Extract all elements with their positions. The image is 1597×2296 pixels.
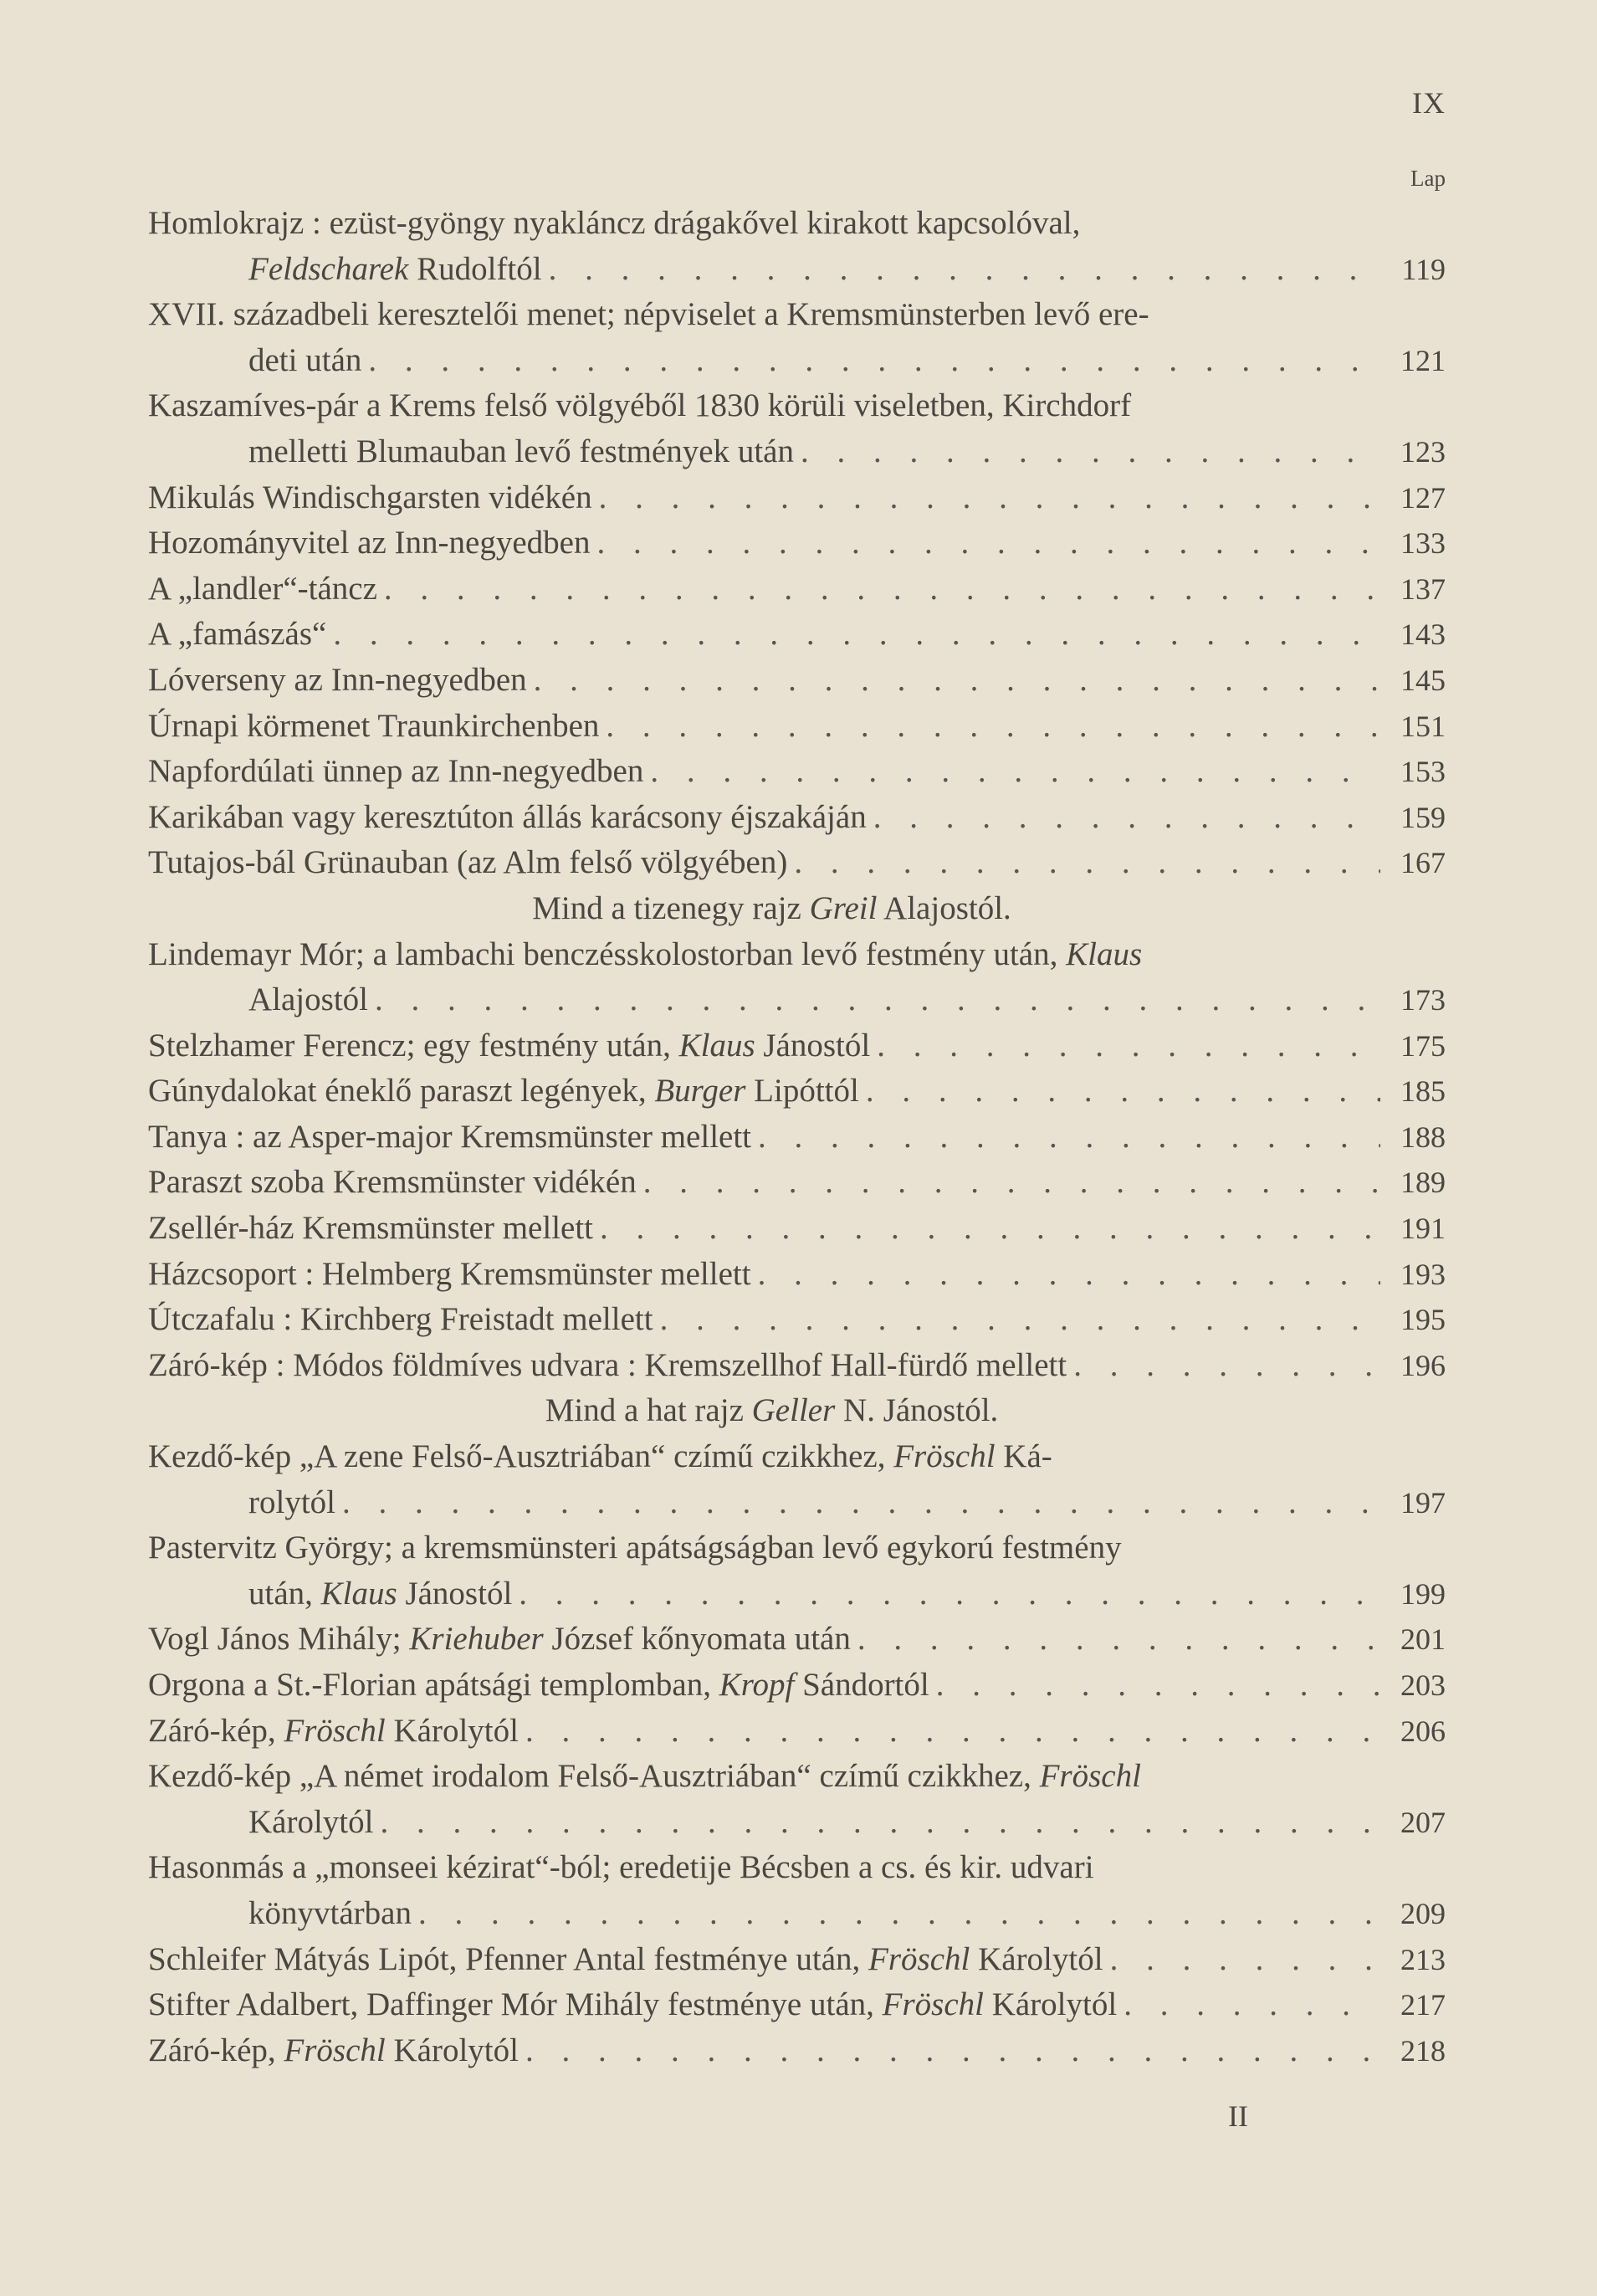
dot-leader [857,1617,1380,1663]
page-ref: 173 [1400,983,1446,1017]
entry-title [148,566,384,612]
entry-title [148,1023,877,1069]
list-item [148,1206,1446,1252]
list-item [148,1937,1446,1983]
entry-text: Alajostól [248,981,368,1018]
list-item [148,1571,1446,1617]
page-ref: 127 [1400,480,1446,515]
page-ref: 153 [1400,755,1446,789]
dot-leader [525,1709,1380,1755]
entry-text: Zsellér-ház Kremsmünster mellett [148,1210,594,1247]
entry-title [248,429,801,475]
entry-title [148,1663,936,1709]
dot-leader [549,247,1380,293]
dot-leader [596,520,1380,566]
entry-title [148,1758,1141,1794]
dot-leader [1124,1982,1380,2028]
entry-text: Homlokrajz : ezüst-gyöngy nyakláncz drágakővel kirakott kapcsolóval, [148,205,1081,241]
entry-title [248,1480,342,1526]
dot-leader [794,840,1380,886]
entry-title [148,1252,758,1298]
page-ref: 217 [1400,1988,1446,2022]
list-item [148,1845,1446,1891]
page-ref: 175 [1400,1028,1446,1063]
entry-text: Rudolftól [408,250,542,287]
entry-text: Kezdő-kép „A német irodalom Felső-Ausztriában“ czímű czikkhez, [148,1758,1040,1795]
dot-leader [758,1115,1380,1161]
artist-name: Fröschl [284,1712,386,1749]
page-ref: 121 [1400,343,1446,377]
entry-text: Lindemayr Mór; a lambachi benczésskolostorban levő festmény után, [148,935,1067,972]
entry-title [148,936,1142,972]
entry-text: Stelzhamer Ferencz; egy festmény után, [148,1027,679,1063]
list-item [148,612,1446,658]
list-item [148,1891,1446,1937]
credit-line [148,886,1446,932]
entry-text: Károlytól [385,2032,519,2068]
entry-title [148,1069,866,1115]
list-item [148,932,1446,978]
artist-name: Geller [751,1392,836,1429]
dot-leader [660,1297,1380,1343]
entry-text: Vogl János Mihály; [148,1621,410,1658]
page-ref: 193 [1400,1257,1446,1291]
entry-title [148,1982,1124,2028]
page-ref: 199 [1400,1576,1446,1611]
entry-text: Stifter Adalbert, Daffinger Mór Mihály festménye után, [148,1986,883,2023]
entry-text: Ká- [995,1438,1052,1475]
list-item [148,383,1446,429]
artist-name: Fröschl [893,1438,996,1475]
dot-leader [519,1571,1380,1617]
list-item [148,1480,1446,1526]
page-ref: 203 [1400,1668,1446,1702]
entry-title [148,1438,1052,1474]
entry-title [148,704,606,750]
entry-text: József kőnyomata után [543,1621,851,1658]
entry-title [148,2028,525,2074]
entry-title [248,977,375,1023]
illustration-list [148,201,1446,2073]
page-ref: 207 [1400,1805,1446,1839]
entry-text: deti után [248,341,362,378]
entry-title [248,338,368,384]
dot-leader [534,658,1380,704]
entry-text: Károlytól [983,1986,1118,2023]
artist-name: Kropf [719,1667,795,1703]
artist-name: Greil [809,889,878,926]
entry-text: Schleifer Mátyás Lipót, Pfenner Antal festménye után, [148,1940,869,1977]
artist-name: Fröschl [1039,1758,1141,1795]
list-item [148,1525,1446,1571]
dot-leader [418,1891,1380,1937]
dot-leader [801,429,1380,475]
dot-leader [333,612,1380,658]
entry-title [148,840,794,886]
dot-leader [600,1206,1380,1252]
entry-text: Záró-kép, [148,2032,284,2068]
entry-text: Gúnydalokat éneklő paraszt legények, [148,1073,655,1110]
entry-title [148,520,596,566]
entry-title [148,658,534,704]
list-item [148,1023,1446,1069]
artist-name: Klaus [678,1027,755,1063]
entry-title [148,1849,1094,1885]
artist-name: Klaus [1066,935,1143,972]
page-ref: 133 [1400,526,1446,561]
entry-text: Károlytól [385,1712,519,1749]
entry-text: Orgona a St.-Florian apátsági templomban, [148,1667,719,1703]
entry-title [148,387,1131,423]
page-ref: 151 [1400,709,1446,743]
list-item [148,977,1446,1023]
artist-name: Burger [654,1073,746,1110]
dot-leader [606,704,1380,750]
page-ref: 123 [1400,434,1446,469]
list-item [148,201,1446,247]
list-item [148,1160,1446,1206]
page-ref: 196 [1400,1348,1446,1382]
list-item [148,658,1446,704]
dot-leader [380,1800,1380,1846]
entry-title [148,612,333,658]
entry-title [148,475,599,521]
entry-text: Hasonmás a „monseei kézirat“-ból; eredetije Bécsben a cs. és kir. udvari [148,1849,1094,1886]
dot-leader [873,795,1380,841]
list-item [148,338,1446,384]
dot-leader [599,475,1380,521]
page-ref: 206 [1400,1714,1446,1748]
entry-text: Tanya : az Asper-major Kremsmünster mellett [148,1118,752,1155]
dot-leader [936,1663,1380,1709]
entry-text: Sándortól [794,1667,929,1703]
dot-leader [758,1252,1380,1298]
entry-text: Hozományvitel az Inn-negyedben [148,525,591,561]
entry-text: Károlytól [970,1940,1103,1977]
list-item [148,1252,1446,1298]
entry-text: Napfordúlati ünnep az Inn-negyedben [148,753,644,790]
entry-text: Alajostól. [877,889,1011,926]
list-item [148,247,1446,293]
list-item [148,1709,1446,1755]
entry-title [148,1115,758,1161]
page-ref: 188 [1400,1120,1446,1154]
list-item [148,1343,1446,1389]
list-item [148,795,1446,841]
dot-leader [1073,1343,1380,1389]
entry-title [248,1571,519,1617]
entry-text: A „landler“-táncz [148,570,377,607]
dot-leader [525,2028,1380,2074]
entry-text: Úrnapi körmenet Traunkirchenben [148,707,600,744]
entry-title [148,205,1080,241]
page-ref: 218 [1400,2033,1446,2068]
entry-title [148,749,650,795]
list-item [148,429,1446,475]
entry-text: Lóverseny az Inn-negyedben [148,661,527,698]
list-item [148,1069,1446,1115]
entry-text: rolytól [248,1484,335,1520]
entry-title [148,1343,1073,1389]
dot-leader [342,1480,1380,1526]
dot-leader [866,1069,1380,1115]
dot-leader [368,338,1380,384]
entry-text: N. Jánostól. [835,1392,999,1429]
entry-text: Jánostól [755,1027,871,1063]
page-ref: 119 [1401,252,1446,286]
artist-name: Fröschl [284,2032,386,2068]
list-item [148,520,1446,566]
artist-name: Klaus [320,1575,397,1612]
list-item [148,749,1446,795]
page-ref: 137 [1400,571,1446,606]
entry-title [545,1392,1049,1428]
list-item [148,2028,1446,2074]
entry-text: Kaszamíves-pár a Krems felső völgyéből 1830 körüli viseletben, Kirchdorf [148,387,1132,424]
entry-text: könyvtárban [248,1894,412,1931]
dot-leader [643,1160,1380,1206]
entry-text: Útczafalu : Kirchberg Freistadt mellett [148,1301,653,1338]
artist-name: Feldscharek [248,250,409,287]
list-item [148,1115,1446,1161]
entry-title [148,795,873,841]
dot-leader [384,566,1380,612]
entry-text: Mikulás Windischgarsten vidékén [148,479,592,515]
list-item [148,840,1446,886]
page-column-label: Lap [1410,166,1446,191]
entry-text: Záró-kép : Módos földmíves udvara : Kremszellhof Hall-fürdő mellett [148,1346,1067,1383]
page-ref: 185 [1400,1074,1446,1109]
page-number: IX [1412,86,1446,120]
list-item [148,566,1446,612]
page-ref: 209 [1400,1896,1446,1930]
page-ref: 167 [1400,846,1446,880]
entry-title [148,1709,525,1755]
list-item [148,704,1446,750]
entry-text: Paraszt szoba Kremsmünster vidékén [148,1164,637,1201]
entry-text: Jánostól [397,1575,513,1612]
page-ref: 201 [1400,1622,1446,1657]
entry-title [532,890,1062,926]
page-ref: 213 [1400,1942,1446,1976]
entry-text: után, [248,1575,321,1612]
page-ref: 143 [1400,618,1446,652]
list-item [148,1982,1446,2028]
page-ref: 195 [1400,1303,1446,1337]
dot-leader [375,977,1380,1023]
entry-text: XVII. századbeli keresztelői menet; népviselet a Kremsmünsterben levő ere- [148,296,1149,333]
list-item [148,1663,1446,1709]
artist-name: Kriehuber [409,1621,544,1658]
list-item [148,1617,1446,1663]
credit-line [148,1388,1446,1434]
entry-text: Tutajos-bál Grünauban (az Alm felső völgyében) [148,844,788,881]
entry-title [148,1617,857,1663]
entry-title [248,247,549,293]
entry-title [248,1891,418,1937]
entry-text: Pastervitz György; a kremsmünsteri apátságságban levő egykorú festmény [148,1530,1122,1566]
entry-text: Házcsoport : Helmberg Kremsmünster mellett [148,1255,751,1292]
page-ref: 189 [1400,1166,1446,1200]
entry-text: Mind a hat rajz [545,1392,752,1429]
entry-title [248,1800,380,1846]
artist-name: Fröschl [882,1986,984,2023]
list-item [148,292,1446,338]
page-ref: 145 [1400,663,1446,697]
page-ref: 159 [1400,800,1446,834]
list-item [148,1800,1446,1846]
artist-name: Fröschl [868,1940,970,1977]
signature-mark: II [1228,2099,1248,2133]
entry-title [148,296,1149,332]
list-item [148,1754,1446,1800]
dot-leader [1110,1937,1380,1983]
entry-text: A „famászás“ [148,616,327,653]
entry-title [148,1160,643,1206]
list-item [148,475,1446,521]
entry-title [148,1530,1122,1566]
dot-leader [650,749,1380,795]
entry-text: Záró-kép, [148,1712,284,1749]
entry-text: Károlytól [248,1803,374,1840]
entry-text: Karikában vagy keresztúton állás karácsony éjszakáján [148,798,867,835]
dot-leader [877,1023,1380,1069]
entry-title [148,1297,660,1343]
entry-title [148,1937,1110,1983]
entry-title [148,1206,600,1252]
list-item [148,1434,1446,1480]
entry-text: Kezdő-kép „A zene Felső-Ausztriában“ czímű czikkhez, [148,1438,894,1475]
page-ref: 197 [1400,1485,1446,1520]
list-item [148,1297,1446,1343]
page-ref: 191 [1400,1212,1446,1246]
entry-text: melletti Blumauban levő festmények után [248,433,794,469]
entry-text: Lipóttól [745,1073,859,1110]
entry-text: Mind a tizenegy rajz [532,889,810,926]
